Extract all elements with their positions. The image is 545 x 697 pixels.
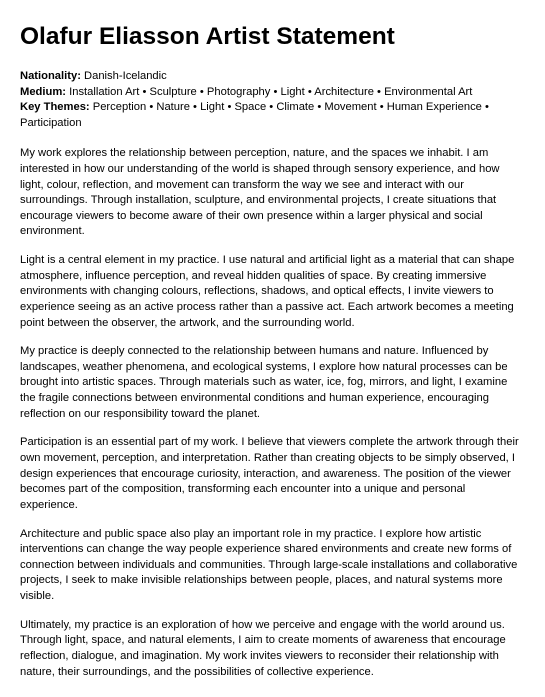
key-themes-line [20, 100, 525, 131]
key-themes-label: Key Themes: [20, 101, 90, 114]
key-themes-value: Perception • Nature • Light • Space • Climate • Movement • Human Experience • Participation [20, 101, 489, 129]
paragraph-architecture: Architecture and public space also play an important role in my practice. I explore how artistic interventions can change the way people experience shared environments and create new forms of connection between individuals and communities. Through large-scale installations and collaborative projects, I seek to make invisible relationships between people, places, and natural systems more visible. [20, 527, 518, 602]
paragraph-participation: Participation is an essential part of my work. I believe that viewers complete the artwork through their own movement, perception, and interpretation. Rather than creating objects to be simply observed, I design experiences that encourage curiosity, interaction, and awareness. The position of the viewer becomes part of the composition, transforming each encounter into a unique and personal experience. [20, 436, 519, 511]
medium-value: Installation Art • Sculpture • Photography • Light • Architecture • Environmental Art [69, 85, 473, 98]
document-title: Olafur Eliasson Artist Statement [20, 23, 395, 50]
nationality-label: Nationality: [20, 70, 81, 82]
medium-line [20, 85, 525, 101]
document-page [20, 22, 525, 693]
paragraph-light: Light is a central element in my practice. I use natural and artificial light as a material that can shape atmosphere, influence perception, and reveal hidden qualities of space. By creating immersive environments with changing colours, reflections, shadows, and optical effects, I invite viewers to experience seeing as an active process rather than a passive act. Each artwork becomes a meeting point between the observer, the artwork, and the surrounding world. [20, 254, 515, 329]
paragraph-perception: My work explores the relationship between perception, nature, and the spaces we inhabit. I am interested in how our understanding of the world is shaped through sensory experience, and how light, colour, reflection, and movement can transform the way we see and interact with our surroundings. Through installation, sculpture, and environmental projects, I create situations that encourage viewers to become aware of their own presence within a larger physical and social environment. [20, 147, 500, 238]
nationality-line [20, 69, 525, 85]
paragraph-conclusion: Ultimately, my practice is an exploration of how we perceive and engage with the world around us. Through light, space, and natural elements, I aim to create moments of awareness that encourage reflection, dialogue, and imagination. My work invites viewers to reconsider their relationship with nature, their surroundings, and the possibilities of collective experience. [20, 618, 506, 678]
nationality-value: Danish-Icelandic [84, 70, 167, 82]
artist-metadata [20, 69, 525, 131]
paragraph-nature: My practice is deeply connected to the relationship between humans and nature. Influenced by landscapes, weather phenomena, and ecological systems, I explore how natural processes can be brought into artistic spaces. Through materials such as water, ice, fog, mirrors, and light, I examine the fragile connections between environmental conditions and human experience, encouraging reflection on our responsibility toward the planet. [20, 345, 508, 420]
medium-label: Medium: [20, 85, 66, 98]
